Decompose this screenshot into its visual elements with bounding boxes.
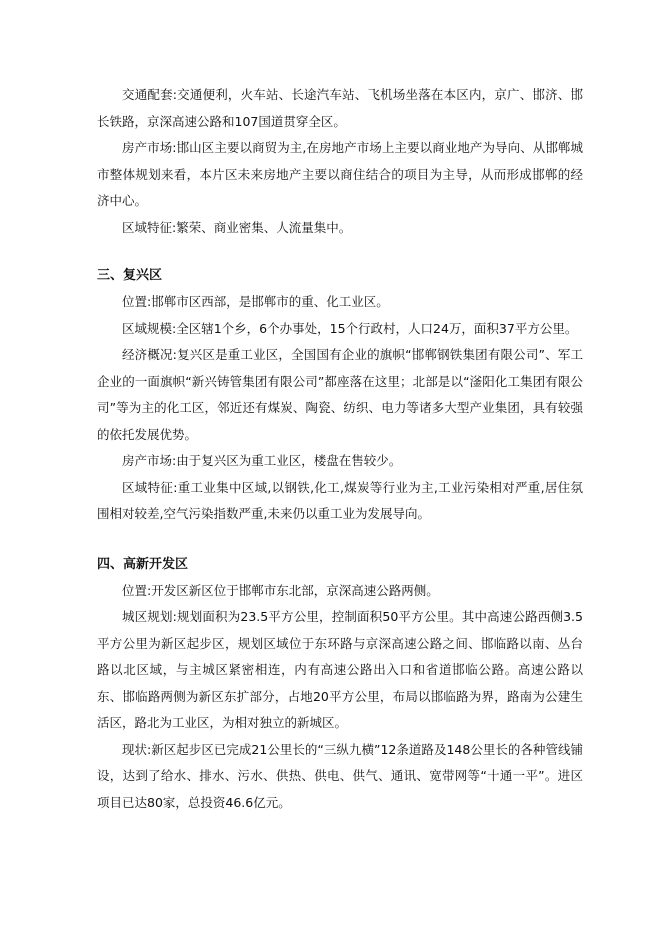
- region-feature-paragraph: 区域特征:重工业集中区域,以钢铁,化工,煤炭等行业为主,工业污染相对严重,居住氛围相对较差,空气污染指数严重,未来仍以重工业为发展导向。: [97, 479, 583, 521]
- scale-paragraph: 区域规模:全区辖1个乡，6个办事处，15个行政村，人口24万，面积37平方公里。: [122, 320, 578, 336]
- section-heading-fuxing: 三、复兴区: [97, 268, 163, 283]
- document-page: [97, 82, 583, 816]
- urban-planning-paragraph: 城区规划:规划面积为23.5平方公里，控制面积50平方公里。其中高速公路西侧3.5平方公里为新区起步区，规划区域位于东环路与京深高速公路之间、邯临路以南、丛台路以北区域，与主城区紧密相连，内有高速公路出入口和省道邯临公路。高速公路以东、邯临路两侧为新区东扩部分，占地20平方公里，布局以邯临路为界，路南为公建生活区，路北为工业区，为相对独立的新城区。: [97, 609, 583, 730]
- current-status-paragraph: 现状:新区起步区已完成21公里长的“三纵九横”12条道路及148公里长的各种管线铺设，达到了给水、排水、污水、供热、供电、供气、通讯、宽带网等“十通一平”。进区项目已达80家，总投资46.6亿元。: [97, 741, 583, 810]
- real-estate-paragraph: 房产市场:邯山区主要以商贸为主,在房地产市场上主要以商业地产为导向、从邯郸城市整体规划来看，本片区未来房地产主要以商住结合的项目为主导，从而形成邯郸的经济中心。: [97, 140, 583, 208]
- location-paragraph: 位置:开发区新区位于邯郸市东北部，京深高速公路两侧。: [122, 582, 439, 598]
- region-feature-paragraph: 区域特征:繁荣、商业密集、人流量集中。: [122, 219, 352, 235]
- economy-paragraph: 经济概况:复兴区是重工业区，全国国有企业的旗帜“邯郸钢铁集团有限公司”、军工企业的一面旗帜“新兴铸管集团有限公司”都座落在这里；北部是以“滏阳化工集团有限公司”等为主的化工区，邻近还有煤炭、陶瓷、纺织、电力等诸多大型产业集团，具有较强的依托发展优势。: [97, 347, 583, 442]
- section-spacer: [97, 528, 583, 552]
- real-estate-paragraph: 房产市场:由于复兴区为重工业区，楼盘在售较少。: [122, 453, 402, 468]
- transport-paragraph: 交通配套:交通便利，火车站、长途汽车站、飞机场坐落在本区内，京广、邯济、邯长铁路，京深高速公路和107国道贯穿全区。: [97, 87, 583, 129]
- section-spacer: [97, 241, 583, 263]
- section-heading-hitech-zone: 四、高新开发区: [97, 556, 189, 572]
- location-paragraph: 位置:邯郸市区西部，是邯郸市的重、化工业区。: [122, 294, 389, 309]
